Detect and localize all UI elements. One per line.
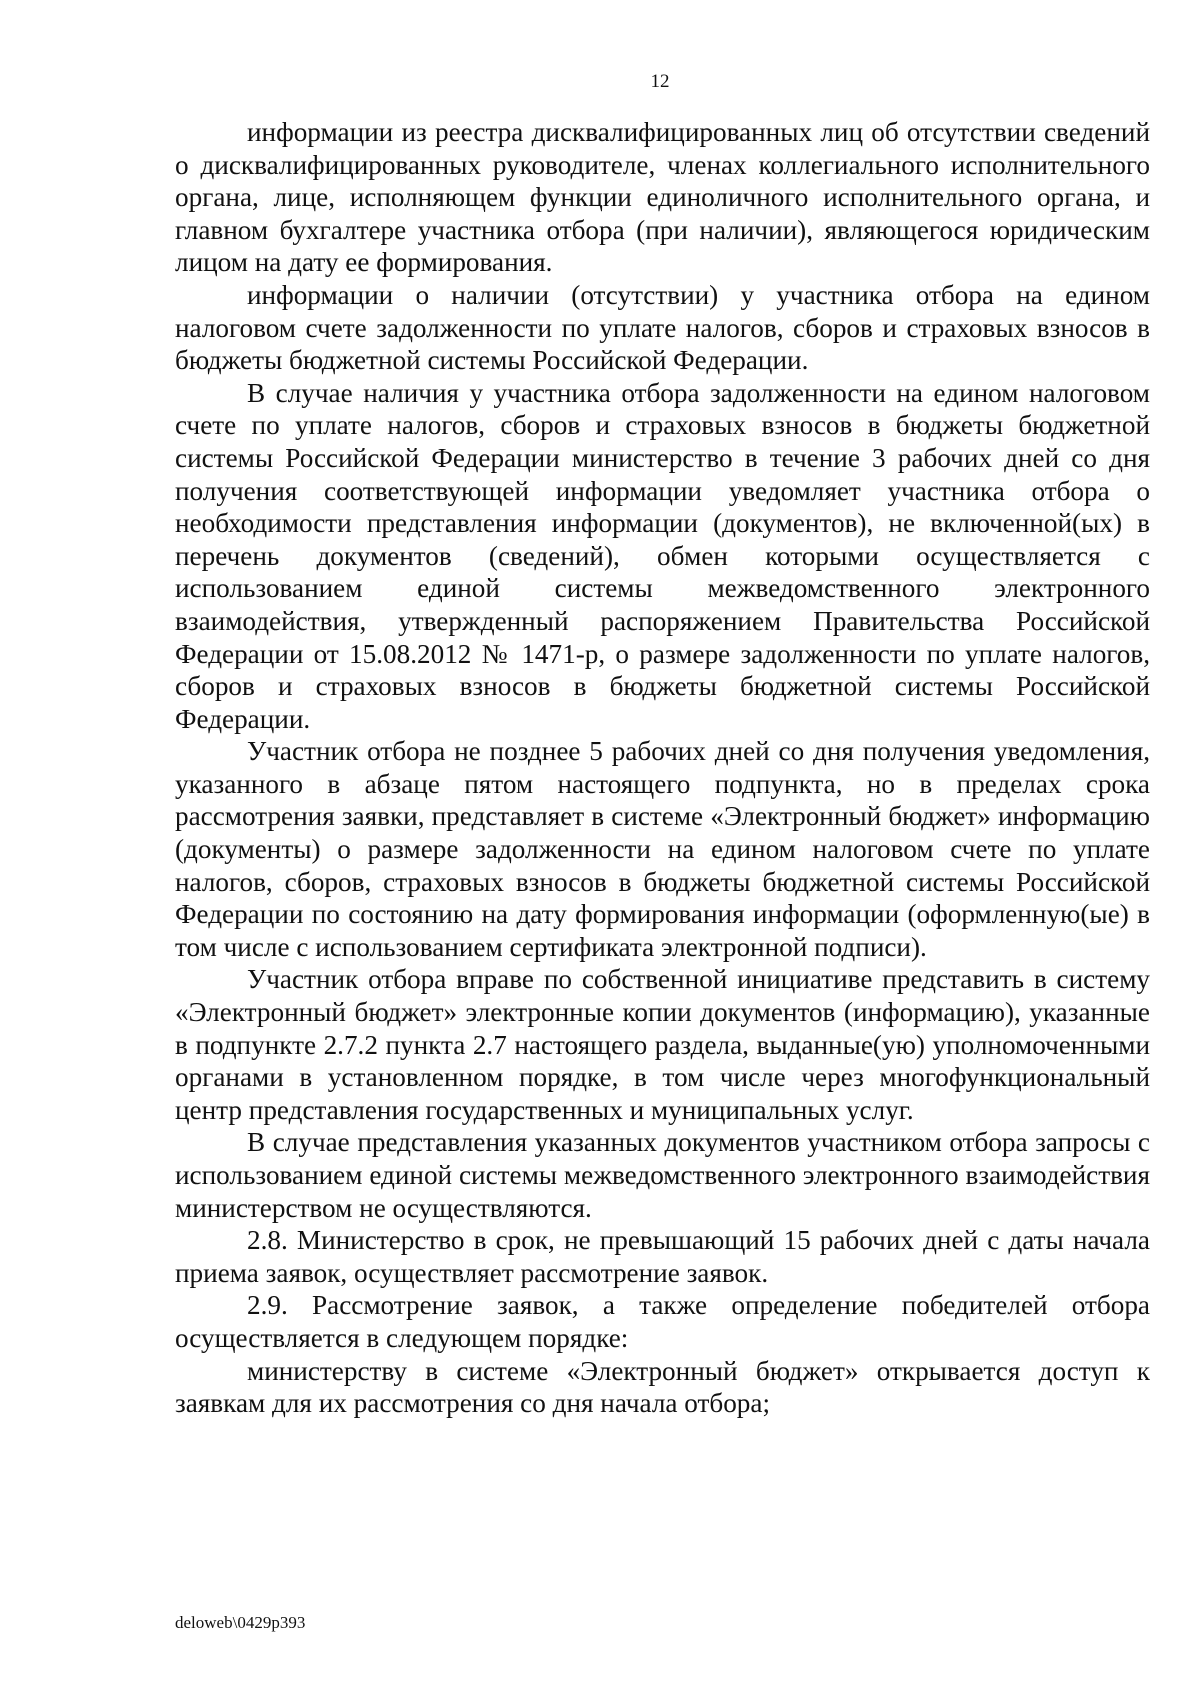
paragraph-own-initiative-documents: Участник отбора вправе по собственной инициативе представить в систему «Электронный бюджет» электронные копии документов (информацию), указанные в подпункте 2.7.2 пункта 2.7 настоящего раздела, выданные(ую) уполномоченными органами в установленном порядке, в том числе через многофункциональный центр представления государственных и муниципальных услуг. bbox=[175, 964, 1150, 1125]
page-number: 12 bbox=[650, 71, 670, 92]
document-footer-code: deloweb\0429p393 bbox=[175, 1613, 306, 1632]
paragraph-no-interagency-requests: В случае представления указанных документов участником отбора запросы с использованием единой системы межведомственного электронного взаимодействия министерством не осуществляются. bbox=[175, 1127, 1150, 1223]
paragraph-ministry-access: министерству в системе «Электронный бюджет» открывается доступ к заявкам для их рассмотрения со дня начала отбора; bbox=[175, 1355, 1150, 1419]
paragraph-debt-notification: В случае наличия у участника отбора задолженности на едином налоговом счете по уплате налогов, сборов и страховых взносов в бюджеты бюджетной системы Российской Федерации министерство в течение 3 рабочих дней со дня получения соответствующей информации уведомляет участника отбора о необходимости представления информации (документов), не включенной(ых) в перечень документов (сведений), обмен которыми осуществляется с использованием единой системы межведомственного электронного взаимодействия, утвержденный распоряжением Правительства Российской Федерации от 15.08.2012 № 1471-р, о размере задолженности по уплате налогов, сборов и страховых взносов в бюджеты бюджетной системы Российской Федерации. bbox=[175, 377, 1150, 734]
paragraph-disqualified-persons-info: информации из реестра дисквалифицированных лиц об отсутствии сведений о дисквалифицированных руководителе, членах коллегиального исполнительного органа, лице, исполняющем функции единоличного исполнительного органа, и главном бухгалтере участника отбора (при наличии), являющегося юридическим лицом на дату ее формирования. bbox=[175, 117, 1150, 278]
paragraph-tax-debt-info: информации о наличии (отсутствии) у участника отбора на едином налоговом счете задолженности по уплате налогов, сборов и страховых взносов в бюджеты бюджетной системы Российской Федерации. bbox=[175, 279, 1150, 376]
paragraph-section-2-8: 2.8. Министерство в срок, не превышающий 15 рабочих дней с даты начала приема заявок, осуществляет рассмотрение заявок. bbox=[175, 1225, 1150, 1288]
document-body bbox=[175, 116, 1150, 1420]
paragraph-section-2-9: 2.9. Рассмотрение заявок, а также определение победителей отбора осуществляется в следующем порядке: bbox=[175, 1290, 1150, 1353]
paragraph-participant-response: Участник отбора не позднее 5 рабочих дней со дня получения уведомления, указанного в абзаце пятом настоящего подпункта, но в пределах срока рассмотрения заявки, представляет в системе «Электронный бюджет» информацию (документы) о размере задолженности на едином налоговом счете по уплате налогов, сборов, страховых взносов в бюджеты бюджетной системы Российской Федерации по состоянию на дату формирования информации (оформленную(ые) в том числе с использованием сертификата электронной подписи). bbox=[175, 736, 1150, 962]
